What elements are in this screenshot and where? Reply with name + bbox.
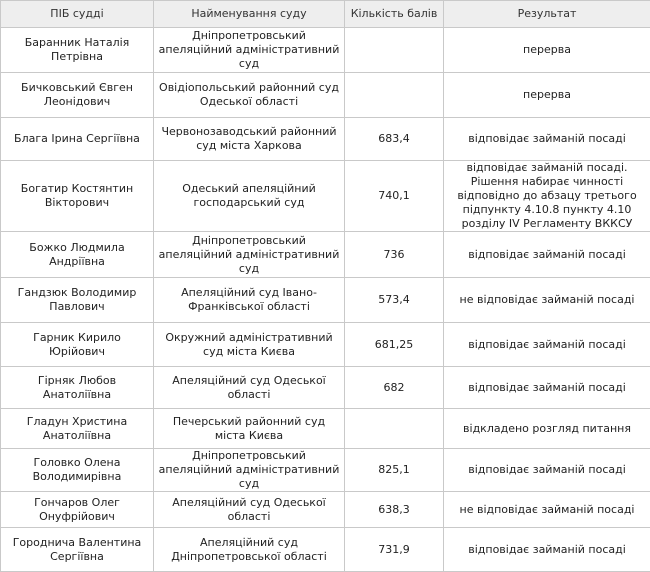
cell-score (345, 409, 444, 449)
table-header-row (1, 1, 650, 28)
cell-result: не відповідає займаній посаді (444, 278, 650, 323)
cell-judge-name: Гладун Христина Анатоліївна (1, 409, 154, 449)
table-row (1, 232, 650, 278)
table-row (1, 118, 650, 161)
cell-court-name: Дніпропетровський апеляційний адміністративний суд (154, 232, 345, 278)
cell-score: 825,1 (345, 449, 444, 492)
table-row (1, 161, 650, 232)
cell-court-name: Апеляційний суд Івано-Франківської області (154, 278, 345, 323)
cell-court-name: Печерський районний суд міста Києва (154, 409, 345, 449)
cell-court-name: Окружний адміністративний суд міста Києва (154, 323, 345, 367)
cell-court-name: Овідіопольський районний суд Одеської області (154, 73, 345, 118)
table-row (1, 409, 650, 449)
table-row (1, 449, 650, 492)
cell-judge-name: Городнича Валентина Сергіївна (1, 528, 154, 572)
cell-judge-name: Бичковський Євген Леонідович (1, 73, 154, 118)
cell-judge-name: Баранник Наталія Петрівна (1, 28, 154, 73)
cell-judge-name: Богатир Костянтин Вікторович (1, 161, 154, 232)
cell-result: відповідає займаній посаді (444, 449, 650, 492)
cell-judge-name: Блага Ірина Сергіївна (1, 118, 154, 161)
header-court-name: Найменування суду (154, 1, 345, 28)
cell-judge-name: Гарник Кирило Юрійович (1, 323, 154, 367)
cell-judge-name: Гончаров Олег Онуфрійович (1, 492, 154, 528)
cell-court-name: Апеляційний суд Дніпропетровської області (154, 528, 345, 572)
cell-score: 683,4 (345, 118, 444, 161)
cell-court-name: Апеляційний суд Одеської області (154, 492, 345, 528)
table-row (1, 492, 650, 528)
header-result: Результат (444, 1, 650, 28)
cell-score: 736 (345, 232, 444, 278)
cell-result: не відповідає займаній посаді (444, 492, 650, 528)
cell-court-name: Дніпропетровський апеляційний адміністративний суд (154, 28, 345, 73)
cell-result: відповідає займаній посаді (444, 118, 650, 161)
header-judge-name: ПІБ судді (1, 1, 154, 28)
cell-court-name: Червонозаводський районний суд міста Харкова (154, 118, 345, 161)
cell-score (345, 28, 444, 73)
cell-result: перерва (444, 28, 650, 73)
table-row (1, 278, 650, 323)
header-score: Кількість балів (345, 1, 444, 28)
cell-score: 740,1 (345, 161, 444, 232)
cell-result: відповідає займаній посаді (444, 323, 650, 367)
cell-judge-name: Головко Олена Володимирівна (1, 449, 154, 492)
cell-court-name: Одеський апеляційний господарський суд (154, 161, 345, 232)
cell-court-name: Апеляційний суд Одеської області (154, 367, 345, 409)
cell-court-name: Дніпропетровський апеляційний адміністративний суд (154, 449, 345, 492)
cell-result: відповідає займаній посаді. Рішення набирає чинності відповідно до абзацу третього підпункту 4.10.8 пункту 4.10 розділу IV Регламенту ВККСУ (444, 161, 650, 232)
cell-judge-name: Божко Людмила Андріївна (1, 232, 154, 278)
cell-result: відкладено розгляд питання (444, 409, 650, 449)
cell-score: 638,3 (345, 492, 444, 528)
cell-judge-name: Гандзюк Володимир Павлович (1, 278, 154, 323)
table-row (1, 73, 650, 118)
cell-score (345, 73, 444, 118)
cell-score: 682 (345, 367, 444, 409)
cell-judge-name: Гірняк Любов Анатоліївна (1, 367, 154, 409)
table-row (1, 367, 650, 409)
cell-score: 731,9 (345, 528, 444, 572)
cell-result: відповідає займаній посаді (444, 232, 650, 278)
cell-result: перерва (444, 73, 650, 118)
table-row (1, 528, 650, 572)
cell-result: відповідає займаній посаді (444, 528, 650, 572)
cell-result: відповідає займаній посаді (444, 367, 650, 409)
cell-score: 573,4 (345, 278, 444, 323)
cell-score: 681,25 (345, 323, 444, 367)
table-row (1, 28, 650, 73)
table-row (1, 323, 650, 367)
